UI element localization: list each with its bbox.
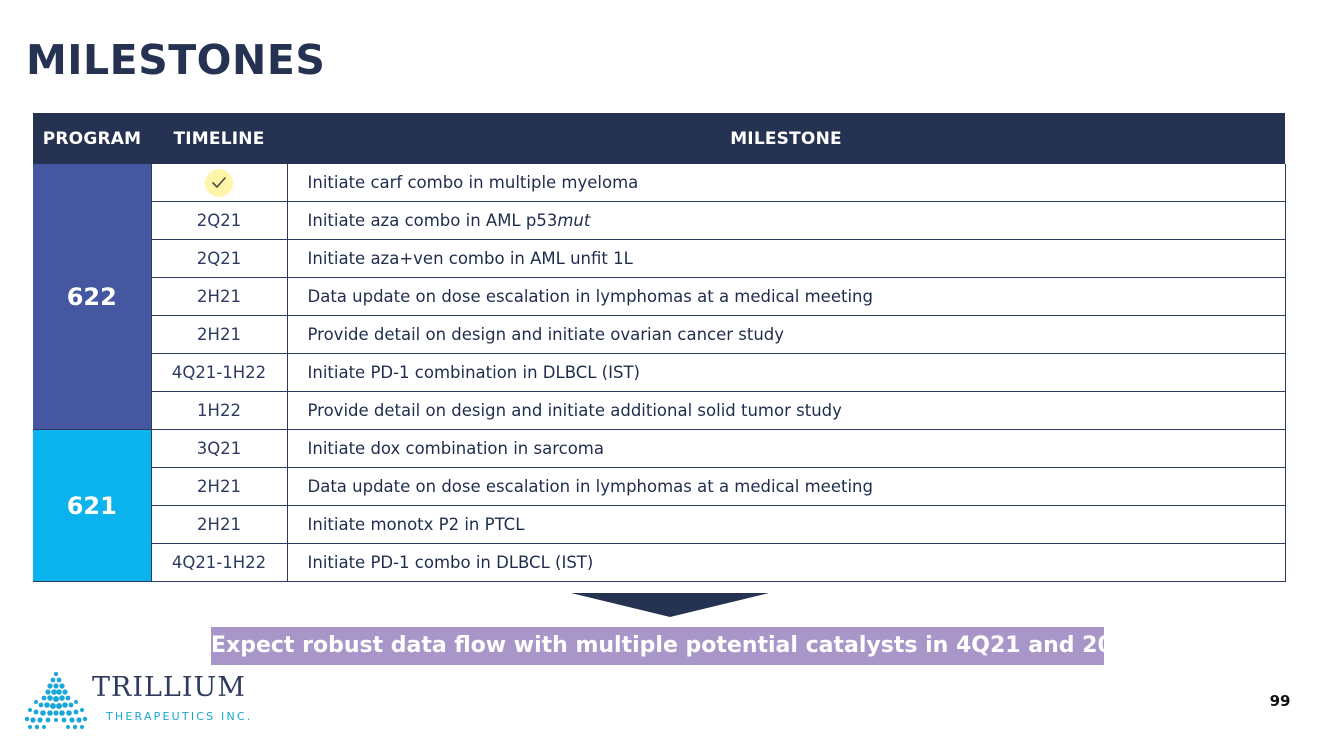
timeline-cell: 4Q21-1H22 (151, 544, 287, 582)
timeline-cell (151, 164, 287, 202)
table-row (33, 202, 1285, 240)
page-number: 99 (1269, 692, 1291, 710)
table-row (33, 278, 1285, 316)
milestone-text: Initiate aza combo in AML p53 (307, 211, 558, 230)
timeline-cell: 2H21 (151, 278, 287, 316)
trillium-logo (22, 668, 272, 734)
table-body (33, 164, 1285, 582)
page-title: MILESTONES (26, 36, 326, 84)
header-milestone: MILESTONE (287, 113, 1285, 164)
timeline-cell: 2H21 (151, 506, 287, 544)
timeline-cell: 2H21 (151, 468, 287, 506)
timeline-cell: 2H21 (151, 316, 287, 354)
catalysts-callout: Expect robust data flow with multiple potential catalysts in 4Q21 and 2022 (211, 627, 1104, 665)
milestone-cell (287, 202, 1285, 240)
trillium-logo-mark-icon (22, 668, 90, 734)
milestone-cell: Initiate dox combination in sarcoma (287, 430, 1285, 468)
milestone-italic-text: mut (557, 211, 591, 230)
milestone-cell: Initiate monotx P2 in PTCL (287, 506, 1285, 544)
milestones-table (33, 113, 1286, 582)
program-cell-621: 621 (33, 430, 151, 582)
milestone-cell: Initiate PD-1 combination in DLBCL (IST) (287, 354, 1285, 392)
program-cell-622: 622 (33, 164, 151, 430)
timeline-cell: 3Q21 (151, 430, 287, 468)
milestone-cell: Provide detail on design and initiate additional solid tumor study (287, 392, 1285, 430)
milestone-cell: Provide detail on design and initiate ovarian cancer study (287, 316, 1285, 354)
milestone-cell: Data update on dose escalation in lymphomas at a medical meeting (287, 468, 1285, 506)
milestone-cell: Data update on dose escalation in lymphomas at a medical meeting (287, 278, 1285, 316)
down-arrow-icon (571, 593, 769, 617)
table-row (33, 316, 1285, 354)
table-row (33, 544, 1285, 582)
milestone-cell: Initiate PD-1 combo in DLBCL (IST) (287, 544, 1285, 582)
table-row (33, 506, 1285, 544)
table-row (33, 164, 1285, 202)
logo-name: TRILLIUM (92, 672, 246, 703)
table-row (33, 468, 1285, 506)
milestone-cell: Initiate carf combo in multiple myeloma (287, 164, 1285, 202)
check-icon (205, 169, 233, 197)
milestone-cell: Initiate aza+ven combo in AML unfit 1L (287, 240, 1285, 278)
table-row (33, 392, 1285, 430)
table-row (33, 430, 1285, 468)
timeline-cell: 2Q21 (151, 240, 287, 278)
table-row (33, 354, 1285, 392)
header-timeline: TIMELINE (151, 113, 287, 164)
logo-subtitle: THERAPEUTICS INC. (106, 710, 253, 723)
table-row (33, 240, 1285, 278)
timeline-cell: 4Q21-1H22 (151, 354, 287, 392)
header-program: PROGRAM (33, 113, 151, 164)
table-header-row (33, 113, 1285, 164)
timeline-cell: 2Q21 (151, 202, 287, 240)
table-header (33, 113, 1285, 164)
timeline-cell: 1H22 (151, 392, 287, 430)
